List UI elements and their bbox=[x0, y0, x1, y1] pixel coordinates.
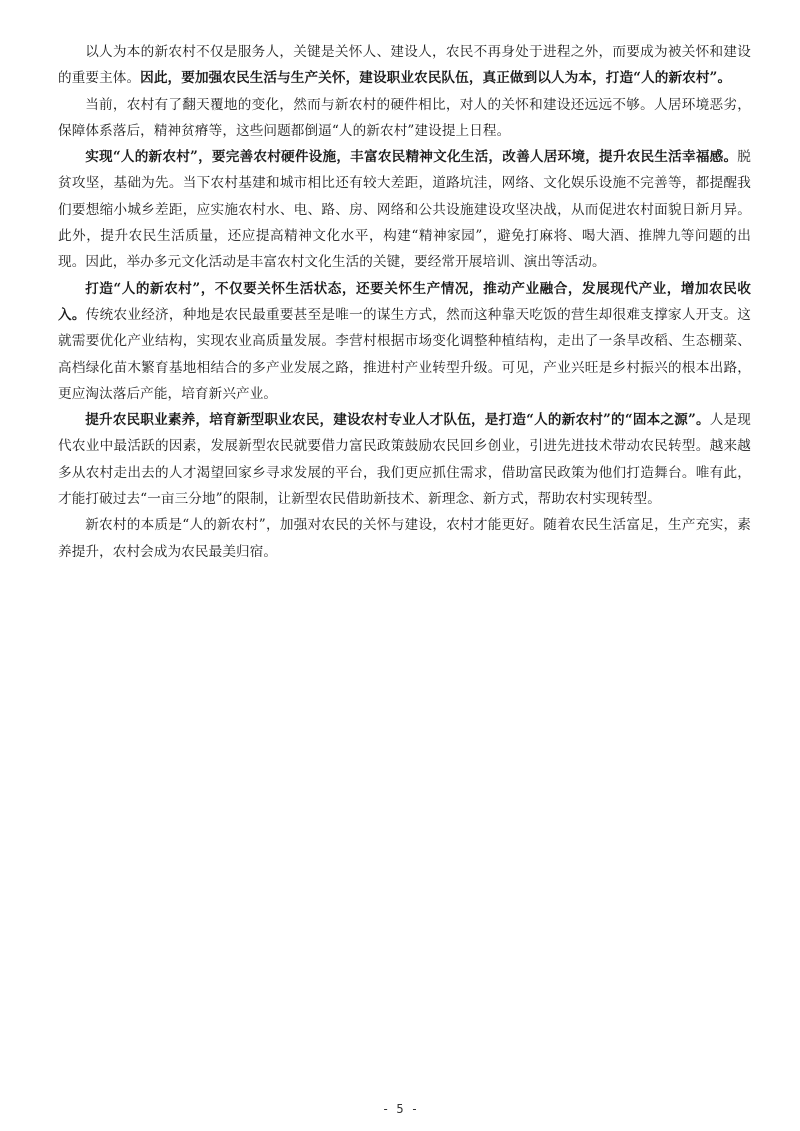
paragraph-6 bbox=[58, 512, 751, 565]
page-number: - 5 - bbox=[381, 1102, 419, 1116]
paragraph-bold-text: 因此，要加强农民生活与生产关怀，建设职业农民队伍，真正做到以人为本，打造“人的新农村”。 bbox=[140, 70, 732, 87]
paragraph-1 bbox=[58, 39, 751, 92]
paragraph-text: 传统农业经济，种地是农民最重要甚至是唯一的谋生方式，然而这种靠天吃饭的营生却很难支撑家人开支。这就需要优化产业结构，实现农业高质量发展。李营村根据市场变化调整种植结构，走出了一条旱改稻、生态棚菜、高档绿化苗木繁育基地相结合的多产业发展之路，推进村产业转型升级。可见，产业兴旺是乡村振兴的根本出路，更应淘汰落后产能，培育新兴产业。 bbox=[58, 306, 752, 402]
paragraph-text: 脱贫攻坚，基础为先。当下农村基建和城市相比还有较大差距，道路坑洼，网络、文化娱乐设施不完善等，都提醒我们要想缩小城乡差距，应实施农村水、电、路、房、网络和公共设施建设攻坚决战，从而促进农村面貌日新月异。此外，提升农民生活质量，还应提高精神文化水平，构建“精神家园”，避免打麻将、喝大酒、推牌九等问题的出现。因此，举办多元文化活动是丰富农村文化生活的关键，要经常开展培训、演出等活动。 bbox=[58, 149, 751, 271]
paragraph-5 bbox=[58, 407, 751, 512]
paragraph-bold-text: 实现“人的新农村”，要完善农村硬件设施，丰富农民精神文化生活，改善人居环境，提升农民生活幸福感。 bbox=[85, 149, 738, 166]
document-body bbox=[58, 39, 751, 565]
paragraph-bold-text: 提升农民职业素养，培育新型职业农民，建设农村专业人才队伍，是打造“人的新农村”的“固本之源”。 bbox=[85, 412, 710, 429]
paragraph-bold-text: 打造“人的新农村”，不仅要关怀生活状态，还要关怀生产情况，推动产业融合，发展现代产业，增加农民收入。 bbox=[58, 280, 751, 323]
paragraph-text: 人是现代农业中最活跃的因素，发展新型农民就要借力富民政策鼓励农民回乡创业，引进先进技术带动农民转型。越来越多从农村走出去的人才渴望回家乡寻求发展的平台，我们更应抓住需求，借助富民政策为他们打造舞台。唯有此，才能打破过去“一亩三分地”的限制，让新型农民借助新技术、新理念、新方式，帮助农村实现转型。 bbox=[58, 412, 751, 508]
paragraph-2 bbox=[58, 92, 751, 145]
paragraph-4 bbox=[58, 276, 751, 407]
paragraph-3 bbox=[58, 144, 751, 275]
paragraph-text: 以人为本的新农村不仅是服务人，关键是关怀人、建设人，农民不再身处于进程之外，而要成为被关怀和建设的重要主体。 bbox=[58, 44, 751, 87]
paragraph-text: 当前，农村有了翻天覆地的变化，然而与新农村的硬件相比，对人的关怀和建设还远远不够。人居环境恶劣，保障体系落后，精神贫瘠等，这些问题都倒逼“人的新农村”建设提上日程。 bbox=[58, 96, 751, 139]
paragraph-text: 新农村的本质是“人的新农村”，加强对农民的关怀与建设，农村才能更好。随着农民生活富足，生产充实，素养提升，农村会成为农民最美归宿。 bbox=[58, 517, 751, 560]
